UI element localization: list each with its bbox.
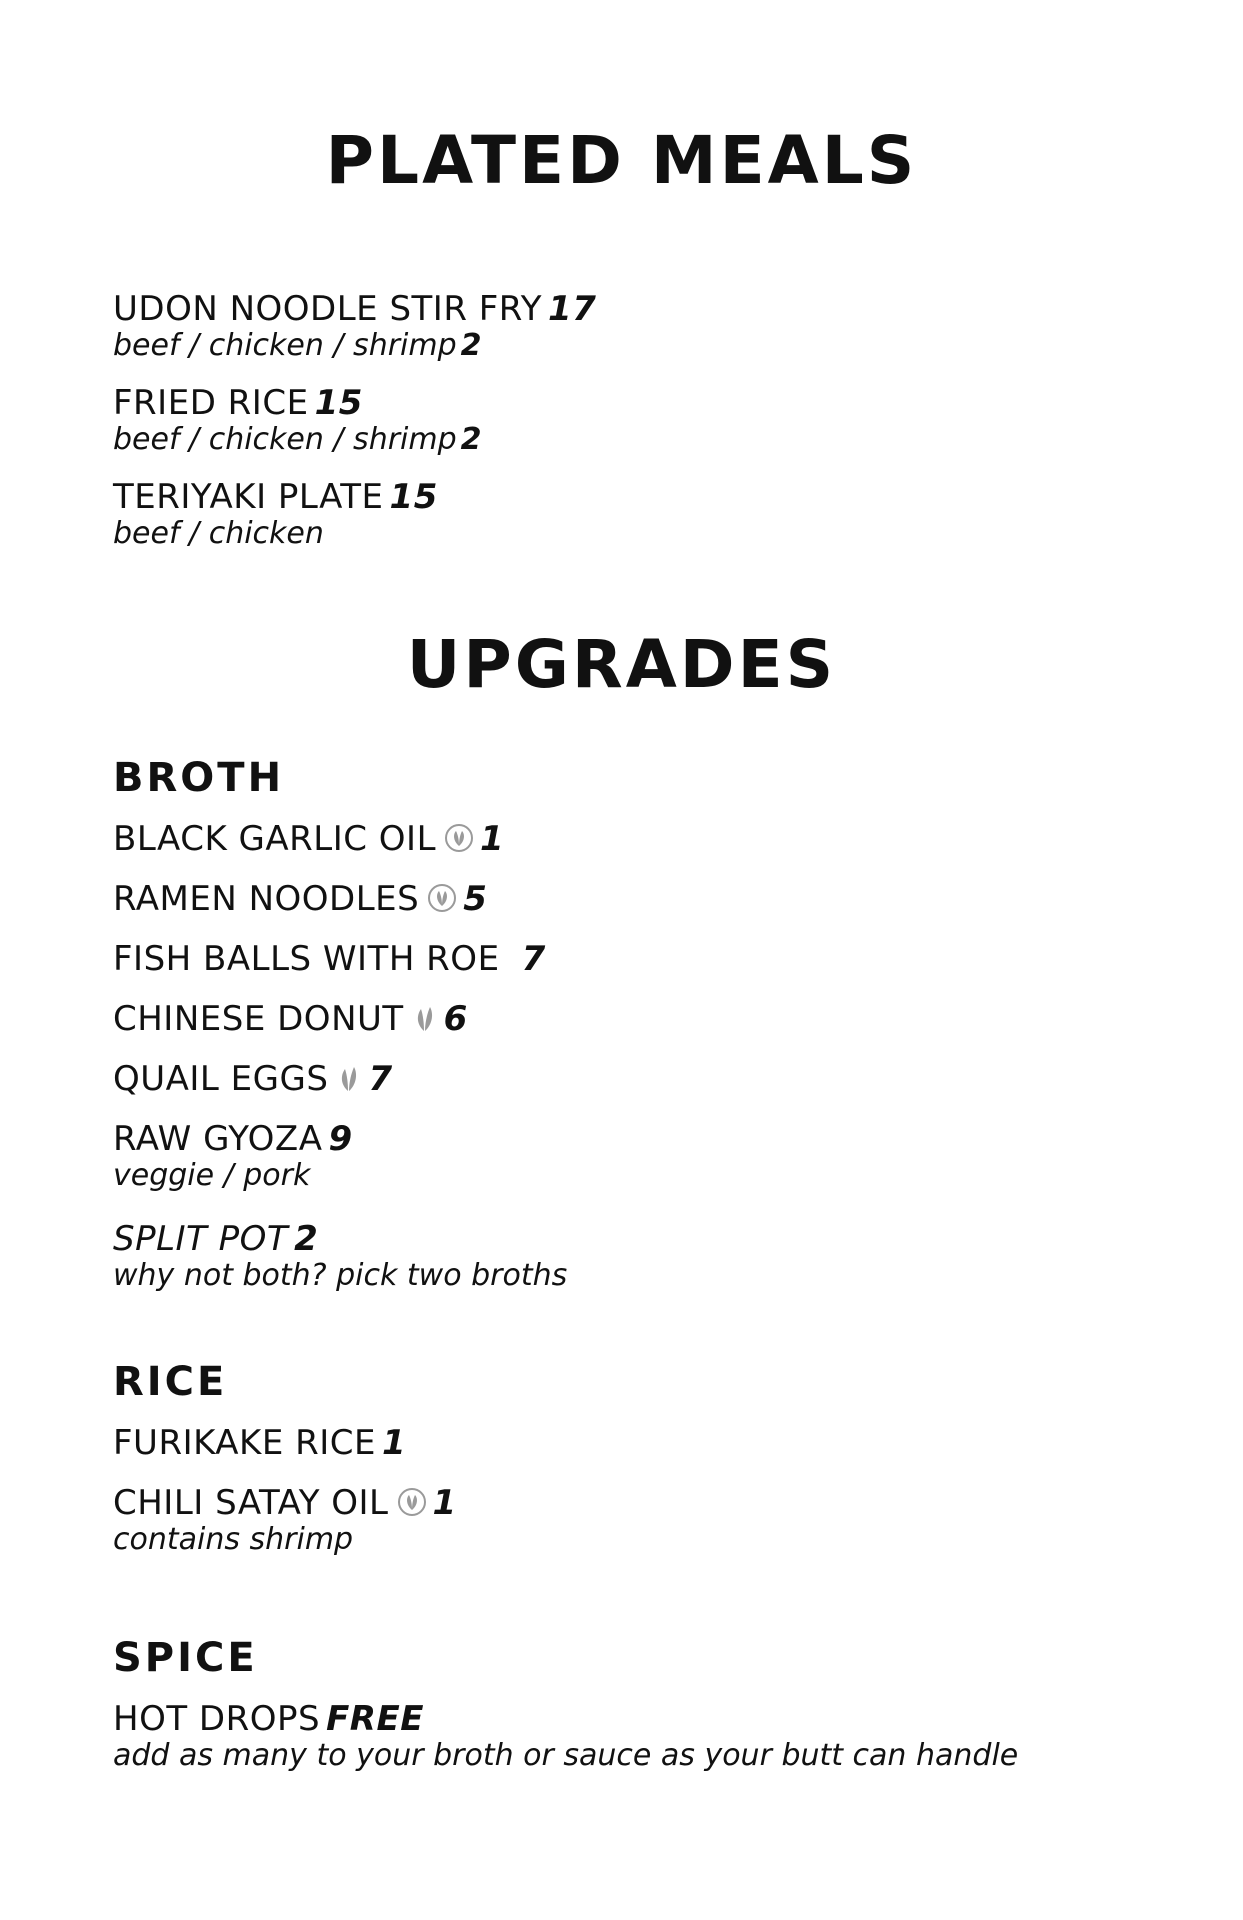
item-description: why not both? pick two broths <box>113 1258 568 1293</box>
item-name: BLACK GARLIC OIL <box>113 819 437 859</box>
vegetarian-leaf-icon <box>412 1003 438 1033</box>
item-name: RAW GYOZA <box>113 1119 323 1159</box>
menu-item-raw-gyoza <box>113 1120 353 1194</box>
item-name: SPLIT POT <box>113 1219 289 1259</box>
item-price: 1 <box>480 819 505 859</box>
vegan-circle-icon <box>397 1487 427 1517</box>
item-price: 2 <box>294 1219 319 1259</box>
menu-item-chili-satay-oil <box>113 1484 457 1558</box>
item-options: veggie / pork <box>113 1158 311 1193</box>
item-name: QUAIL EGGS <box>113 1059 329 1099</box>
upgrades-heading: UPGRADES <box>406 626 837 703</box>
vegan-circle-icon <box>427 883 457 913</box>
rice-subheading: RICE <box>113 1359 228 1405</box>
item-price: 6 <box>443 999 468 1039</box>
menu-item-black-garlic-oil <box>113 820 504 858</box>
menu-item-split-pot <box>113 1220 567 1294</box>
menu-item-quail-eggs <box>113 1060 393 1098</box>
item-name: FRIED RICE <box>113 383 309 423</box>
item-description: add as many to your broth or sauce as your butt can handle <box>113 1738 1019 1773</box>
item-name: TERIYAKI PLATE <box>113 477 384 517</box>
item-options: beef / chicken <box>113 516 324 551</box>
item-name: UDON NOODLE STIR FRY <box>113 289 543 329</box>
item-name: RAMEN NOODLES <box>113 879 420 919</box>
item-name: CHILI SATAY OIL <box>113 1483 389 1523</box>
item-price: 17 <box>548 289 597 329</box>
menu-item-hot-drops <box>113 1700 1018 1774</box>
vegetarian-leaf-icon <box>336 1063 362 1093</box>
item-name: CHINESE DONUT <box>113 999 404 1039</box>
option-price: 2 <box>460 328 482 363</box>
item-price: 7 <box>521 939 546 979</box>
item-options: beef / chicken / shrimp <box>113 328 457 363</box>
menu-item-fish-balls <box>113 940 546 978</box>
item-name: HOT DROPS <box>113 1699 321 1739</box>
plated-meals-heading: PLATED MEALS <box>325 122 918 199</box>
item-price: 9 <box>328 1119 353 1159</box>
menu-item-fried-rice <box>113 384 482 458</box>
menu-item-teriyaki <box>113 478 438 552</box>
menu-item-ramen-noodles <box>113 880 487 918</box>
menu-item-udon <box>113 290 596 364</box>
item-name: FISH BALLS WITH ROE <box>113 939 500 979</box>
menu-item-chinese-donut <box>113 1000 468 1038</box>
broth-subheading: BROTH <box>113 755 285 801</box>
item-options: beef / chicken / shrimp <box>113 422 457 457</box>
item-price: 15 <box>314 383 363 423</box>
item-price: 1 <box>382 1423 407 1463</box>
menu-item-furikake-rice <box>113 1424 406 1462</box>
option-price: 2 <box>460 422 482 457</box>
item-price: 1 <box>432 1483 457 1523</box>
spice-subheading: SPICE <box>113 1635 258 1681</box>
item-price: FREE <box>326 1699 424 1739</box>
vegan-circle-icon <box>444 823 474 853</box>
item-note: contains shrimp <box>113 1522 354 1557</box>
item-name: FURIKAKE RICE <box>113 1423 377 1463</box>
item-price: 7 <box>368 1059 393 1099</box>
item-price: 15 <box>389 477 438 517</box>
item-price: 5 <box>463 879 488 919</box>
